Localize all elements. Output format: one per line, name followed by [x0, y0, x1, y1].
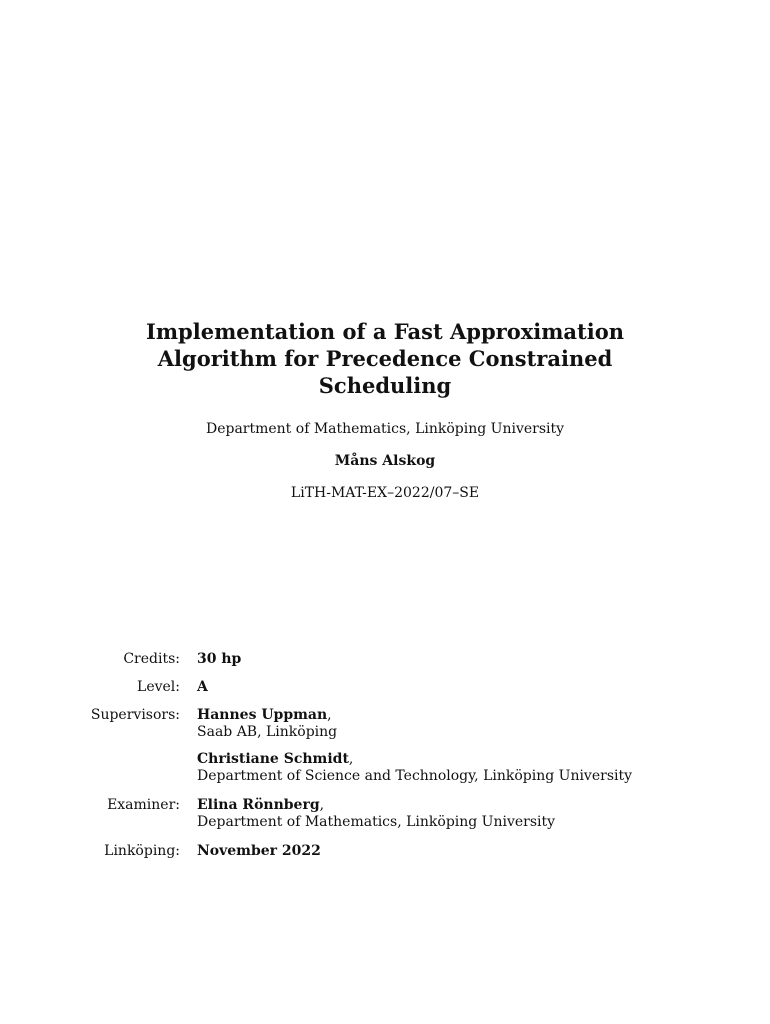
- supervisors-label: Supervisors:: [90, 707, 180, 723]
- supervisor-1-affiliation: Saab AB, Linköping: [197, 724, 338, 740]
- title-line: Implementation of a Fast Approximation: [146, 319, 624, 344]
- report-number: LiTH-MAT-EX–2022/07–SE: [290, 485, 480, 501]
- department: Department of Mathematics, Linköping University: [205, 421, 565, 437]
- comma: ,: [348, 751, 354, 767]
- examiner-name: Elina Rönnberg: [197, 797, 320, 813]
- supervisor-1: [197, 707, 337, 740]
- examiner: [197, 797, 555, 830]
- comma: ,: [319, 797, 325, 813]
- supervisor-2-name: Christiane Schmidt: [197, 751, 349, 767]
- supervisor-1-name: Hannes Uppman: [197, 707, 328, 723]
- title-line: Algorithm for Precedence Constrained: [157, 346, 613, 371]
- credits-label: Credits:: [123, 651, 180, 667]
- title-line: Scheduling: [318, 373, 452, 398]
- place-label: Linköping:: [104, 843, 180, 859]
- credits-value: 30 hp: [197, 651, 242, 667]
- examiner-label: Examiner:: [107, 797, 180, 813]
- level-label: Level:: [137, 679, 180, 695]
- comma: ,: [327, 707, 332, 723]
- supervisor-2-affiliation: Department of Science and Technology, Linköping University: [197, 768, 633, 784]
- level-value: A: [197, 679, 208, 695]
- supervisor-2: [197, 751, 632, 784]
- author: Måns Alskog: [334, 453, 436, 469]
- thesis-title: [0, 318, 770, 399]
- examiner-affiliation: Department of Mathematics, Linköping University: [197, 814, 556, 830]
- date: November 2022: [197, 843, 321, 859]
